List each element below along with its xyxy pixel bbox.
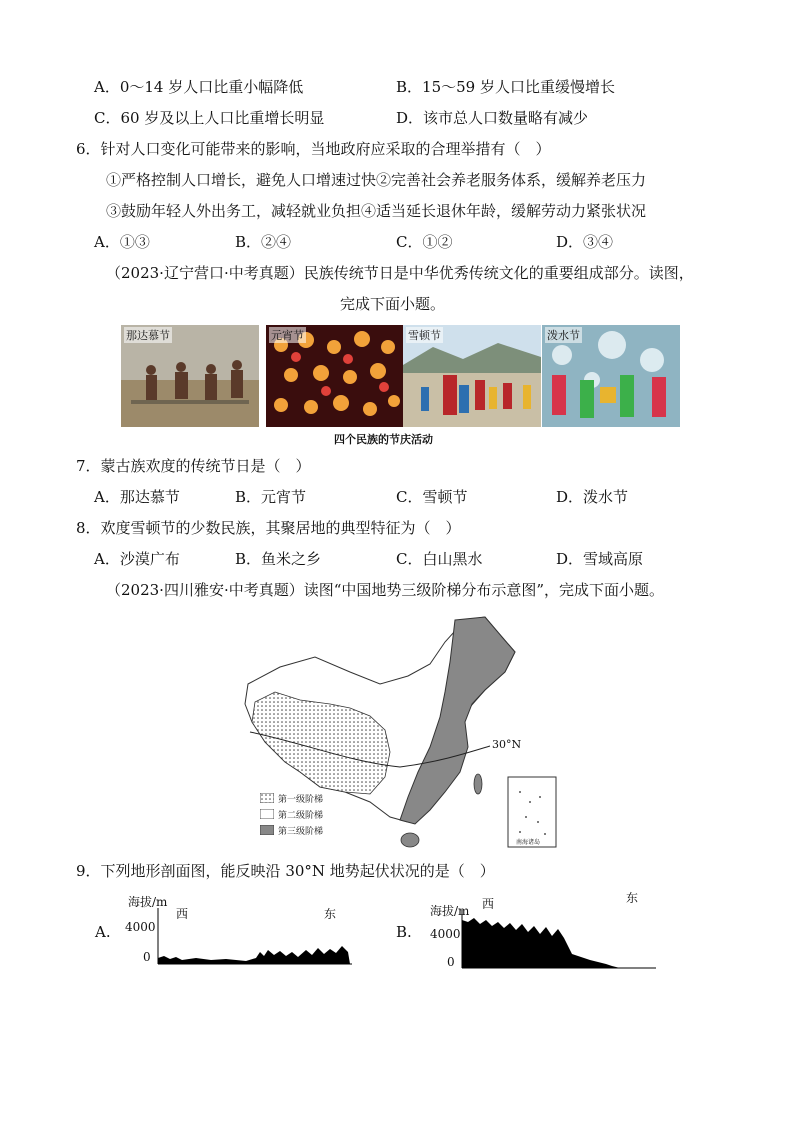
q8-option-d: D．雪域高原 <box>556 550 644 568</box>
photo-lantern <box>266 325 404 427</box>
photo-label-lantern: 元宵节 <box>271 329 304 342</box>
profile-a-east: 东 <box>324 907 337 921</box>
photo-label-shoton: 雪顿节 <box>408 329 441 342</box>
q6-choice-line-2: ③鼓励年轻人外出务工，减轻就业负担④适当延长退休年龄，缓解劳动力紧张状况 <box>106 202 647 220</box>
intro-festivals-line-1: （2023·辽宁营口·中考真题）民族传统节日是中华优秀传统文化的重要组成部分。读图， <box>106 264 694 282</box>
legend-label-step2: 第二级阶梯 <box>278 810 324 821</box>
profile-a-chart <box>156 908 356 970</box>
q6-stem: 6．针对人口变化可能带来的影响，当地政府应采取的合理举措有（ ） <box>76 140 551 158</box>
legend-item-step1 <box>260 790 323 806</box>
profile-b-tick-0: 0 <box>447 955 455 969</box>
profile-b-east: 东 <box>626 891 639 905</box>
q7-stem: 7．蒙古族欢度的传统节日是（ ） <box>76 457 311 475</box>
photo-shoton <box>403 325 541 427</box>
legend <box>260 790 323 838</box>
profile-a-west: 西 <box>176 907 189 921</box>
photo-water-splashing <box>542 325 680 427</box>
profile-b-chart <box>460 910 660 974</box>
q6-option-c: C．①② <box>396 233 453 251</box>
legend-item-step3 <box>260 822 323 838</box>
q8-option-c: C．白山黑水 <box>396 550 483 568</box>
profile-b-ylabel: 海拔/m <box>430 904 470 918</box>
photo-label-naadam: 那达慕节 <box>126 329 170 342</box>
q5-option-c: C．60 岁及以上人口比重增长明显 <box>94 109 325 127</box>
intro-terrain-line: （2023·四川雅安·中考真题）读图“中国地势三级阶梯分布示意图”，完成下面小题。 <box>106 581 665 599</box>
q5-option-d: D．该市总人口数量略有减少 <box>396 109 589 127</box>
legend-label-step3: 第三级阶梯 <box>278 826 324 837</box>
q9-option-b-letter: B. <box>396 923 412 941</box>
q9-option-a-letter: A. <box>95 923 111 941</box>
profile-a-ylabel: 海拔/m <box>128 895 168 909</box>
q7-option-a: A．那达慕节 <box>94 488 180 506</box>
q6-choice-line-1: ①严格控制人口增长，避免人口增速过快②完善社会养老服务体系，缓解养老压力 <box>106 171 647 189</box>
q5-option-b: B．15～59 岁人口比重缓慢增长 <box>396 78 615 96</box>
terrain-map <box>240 612 560 852</box>
q7-option-b: B．元宵节 <box>235 488 307 506</box>
profile-b-west: 西 <box>482 897 495 911</box>
q7-option-d: D．泼水节 <box>556 488 629 506</box>
latitude-label: 30°N <box>492 738 522 751</box>
profile-b-tick-4000: 4000 <box>430 927 461 941</box>
profile-a-tick-0: 0 <box>143 950 151 964</box>
photo-naadam <box>121 325 259 427</box>
photo-caption: 四个民族的节庆活动 <box>334 433 433 446</box>
q8-option-a: A．沙漠广布 <box>94 550 180 568</box>
q5-option-a: A．0～14 岁人口比重小幅降低 <box>94 78 304 96</box>
q6-option-b: B．②④ <box>235 233 292 251</box>
q6-option-a: A．①③ <box>94 233 150 251</box>
photo-label-water-splashing: 泼水节 <box>547 329 580 342</box>
profile-a-tick-4000: 4000 <box>125 920 156 934</box>
inset-label: 南海诸岛 <box>516 839 541 846</box>
q6-option-d: D．③④ <box>556 233 614 251</box>
q8-option-b: B．鱼米之乡 <box>235 550 322 568</box>
q9-stem: 9．下列地形剖面图，能反映沿 30°N 地势起伏状况的是（ ） <box>76 862 495 880</box>
legend-label-step1: 第一级阶梯 <box>278 794 324 805</box>
legend-item-step2 <box>260 806 323 822</box>
q8-stem: 8．欢度雪顿节的少数民族，其聚居地的典型特征为（ ） <box>76 519 461 537</box>
q7-option-c: C．雪顿节 <box>396 488 468 506</box>
intro-festivals-line-2: 完成下面小题。 <box>340 295 446 313</box>
